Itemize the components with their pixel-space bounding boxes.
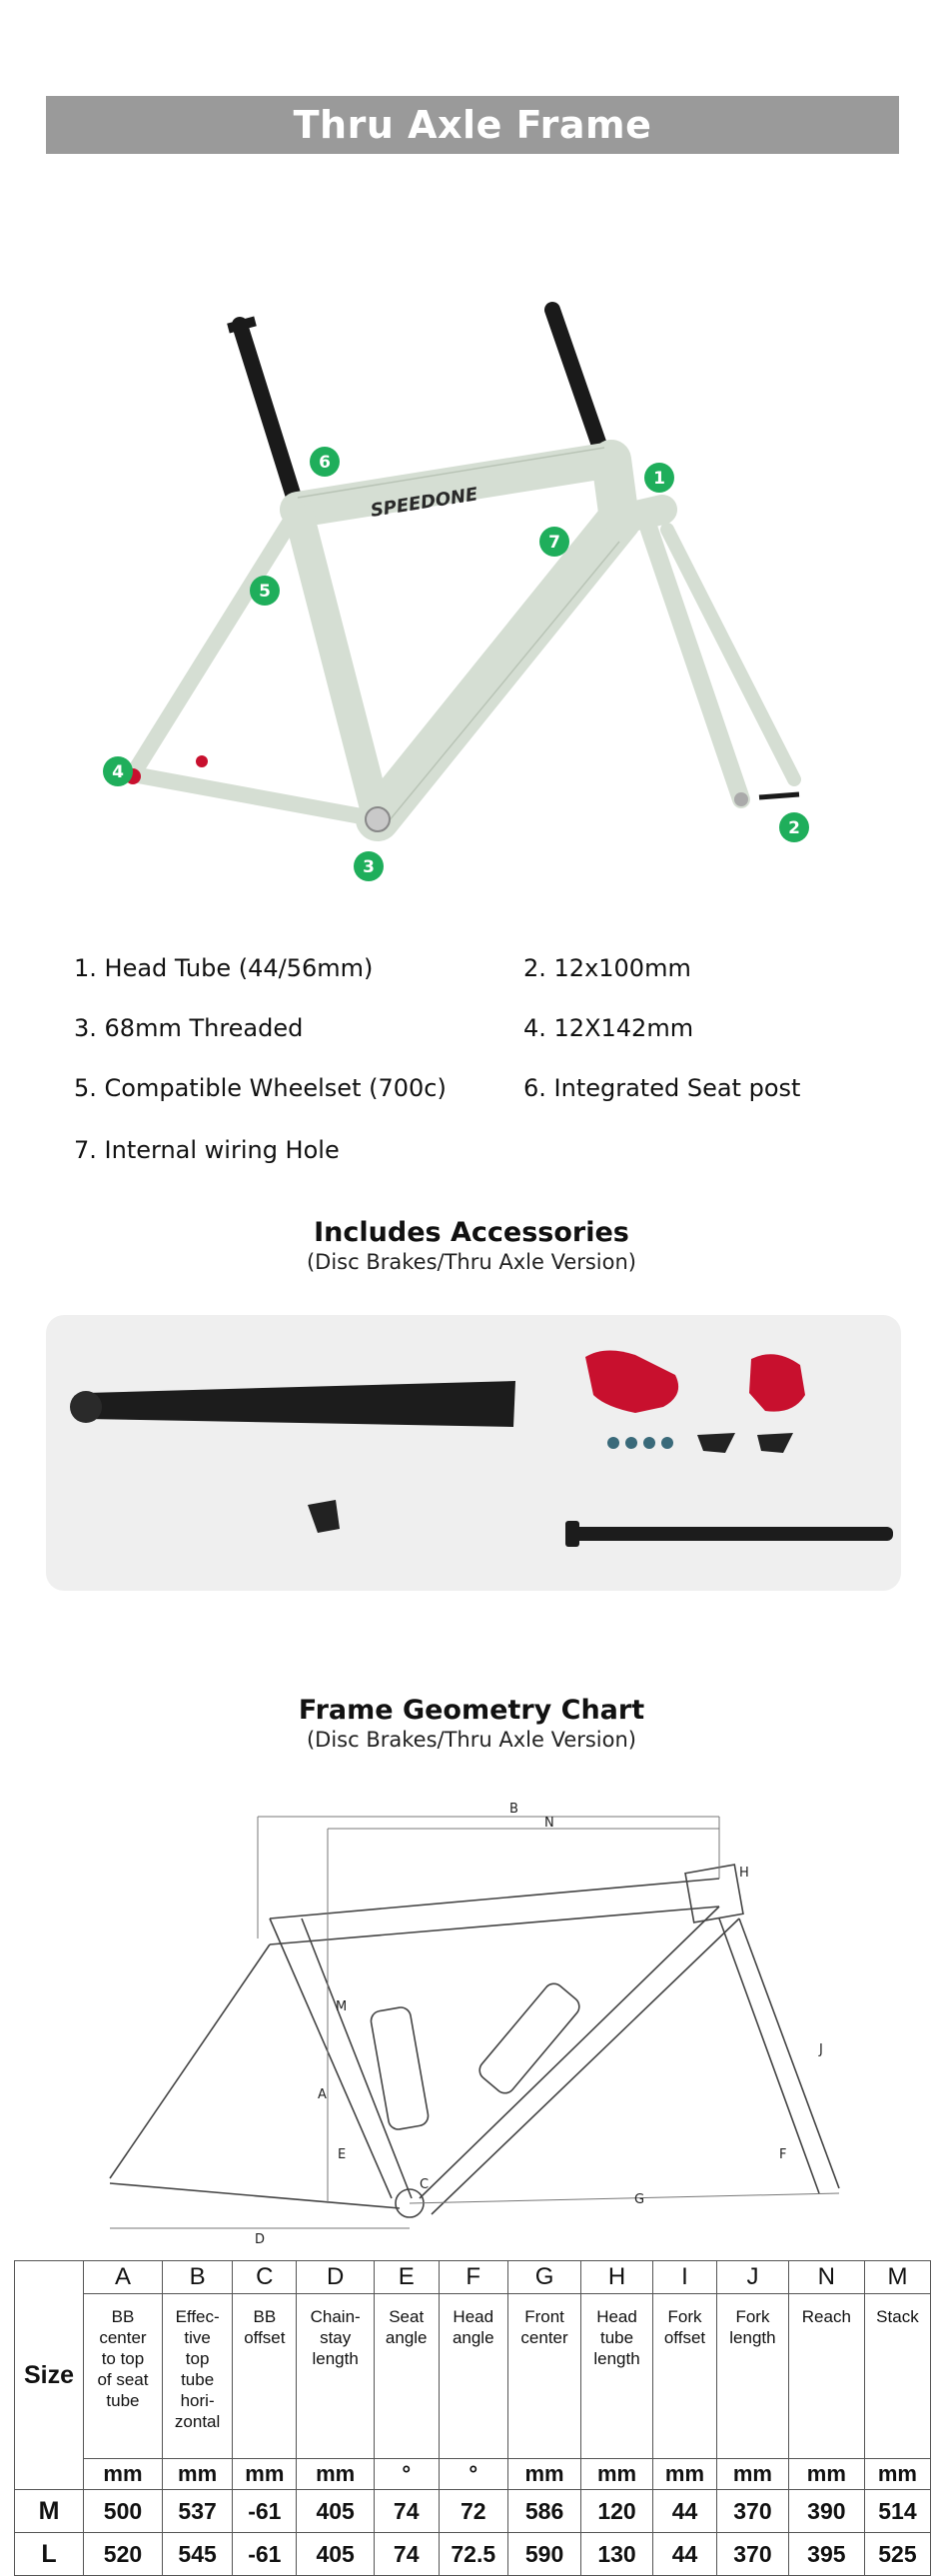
accessories-subtitle: (Disc Brakes/Thru Axle Version)	[306, 1250, 636, 1274]
size-cell: M	[15, 2490, 84, 2533]
geometry-subtitle: (Disc Brakes/Thru Axle Version)	[306, 1728, 636, 1752]
col-unit: mm	[652, 2459, 716, 2490]
feature-item: 3. 68mm Threaded	[74, 1014, 304, 1042]
page-title: Thru Axle Frame	[293, 103, 652, 147]
col-letter: C	[233, 2261, 297, 2294]
table-row-size-m	[15, 2490, 931, 2533]
value-cell: 74	[374, 2533, 439, 2576]
geo-label-A: A	[318, 2087, 327, 2102]
table-header-row	[15, 2261, 931, 2294]
col-unit: mm	[717, 2459, 789, 2490]
col-unit: mm	[84, 2459, 163, 2490]
value-cell: -61	[233, 2533, 297, 2576]
col-letter: A	[84, 2261, 163, 2294]
geometry-drawing	[80, 1799, 869, 2258]
geo-label-B: B	[509, 1802, 518, 1817]
feature-item: 6. Integrated Seat post	[523, 1074, 801, 1102]
value-cell: 590	[507, 2533, 580, 2576]
geo-label-C: C	[420, 2177, 430, 2192]
value-cell: 537	[162, 2490, 232, 2533]
value-cell: 130	[581, 2533, 653, 2576]
col-letter: J	[717, 2261, 789, 2294]
col-description: Stack	[864, 2294, 930, 2459]
col-unit: mm	[864, 2459, 930, 2490]
value-cell: 405	[297, 2490, 375, 2533]
accessories-title: Includes Accessories	[314, 1217, 629, 1248]
value-cell: 44	[652, 2490, 716, 2533]
col-description: Head angle	[439, 2294, 507, 2459]
feature-item: 1. Head Tube (44/56mm)	[74, 954, 374, 982]
table-description-row	[15, 2294, 931, 2459]
value-cell: 72.5	[439, 2533, 507, 2576]
col-unit: mm	[233, 2459, 297, 2490]
col-letter: N	[788, 2261, 864, 2294]
value-cell: 395	[788, 2533, 864, 2576]
table-units-row	[15, 2459, 931, 2490]
geo-label-H: H	[739, 1866, 749, 1881]
frame-drawing	[0, 280, 943, 899]
table-row-size-l	[15, 2533, 931, 2576]
col-description: Effec- tive top tube hori- zontal	[162, 2294, 232, 2459]
geo-label-E: E	[338, 2147, 347, 2162]
col-description: Fork length	[717, 2294, 789, 2459]
value-cell: 74	[374, 2490, 439, 2533]
value-cell: -61	[233, 2490, 297, 2533]
col-letter: E	[374, 2261, 439, 2294]
size-header: Size	[15, 2261, 84, 2490]
callout-2	[779, 812, 809, 842]
value-cell: 120	[581, 2490, 653, 2533]
svg-text:6: 6	[319, 453, 331, 473]
feature-item: 4. 12X142mm	[523, 1014, 694, 1042]
svg-text:3: 3	[363, 857, 375, 877]
col-unit: mm	[507, 2459, 580, 2490]
value-cell: 525	[864, 2533, 930, 2576]
value-cell: 405	[297, 2533, 375, 2576]
col-description: BB offset	[233, 2294, 297, 2459]
geometry-title: Frame Geometry Chart	[298, 1695, 645, 1726]
col-description: Reach	[788, 2294, 864, 2459]
geo-label-N: N	[544, 1816, 554, 1831]
geo-label-J: J	[819, 2042, 823, 2057]
callout-6	[310, 447, 340, 477]
frame-brand: SPEEDONE	[369, 484, 479, 522]
svg-text:7: 7	[548, 533, 560, 553]
col-letter: M	[864, 2261, 930, 2294]
col-description: Fork offset	[652, 2294, 716, 2459]
geo-label-M: M	[336, 1999, 348, 2014]
accessories-panel	[46, 1315, 901, 1591]
col-unit: °	[439, 2459, 507, 2490]
accessories-heading	[0, 1217, 943, 1274]
col-description: Front center	[507, 2294, 580, 2459]
col-unit: mm	[788, 2459, 864, 2490]
svg-text:2: 2	[788, 818, 800, 838]
feature-item: 5. Compatible Wheelset (700c)	[74, 1074, 447, 1102]
col-unit: °	[374, 2459, 439, 2490]
value-cell: 520	[84, 2533, 163, 2576]
geo-label-G: G	[634, 2192, 645, 2207]
svg-text:4: 4	[112, 762, 124, 782]
svg-text:5: 5	[259, 582, 271, 602]
frame-illustration	[0, 280, 943, 899]
callout-5	[250, 576, 280, 606]
geometry-table	[14, 2260, 931, 2576]
callout-4	[103, 756, 133, 786]
accessories-illustration	[46, 1315, 901, 1591]
col-description: Head tube length	[581, 2294, 653, 2459]
col-unit: mm	[162, 2459, 232, 2490]
col-letter: I	[652, 2261, 716, 2294]
geo-label-F: F	[779, 2147, 787, 2162]
callout-3	[354, 851, 384, 881]
col-description: Chain- stay length	[297, 2294, 375, 2459]
col-letter: B	[162, 2261, 232, 2294]
value-cell: 370	[717, 2490, 789, 2533]
value-cell: 500	[84, 2490, 163, 2533]
value-cell: 390	[788, 2490, 864, 2533]
value-cell: 72	[439, 2490, 507, 2533]
svg-text:1: 1	[653, 469, 665, 489]
col-letter: F	[439, 2261, 507, 2294]
col-letter: D	[297, 2261, 375, 2294]
col-letter: H	[581, 2261, 653, 2294]
geometry-heading	[0, 1695, 943, 1752]
size-cell: L	[15, 2533, 84, 2576]
col-unit: mm	[581, 2459, 653, 2490]
geometry-diagram	[80, 1799, 869, 2258]
value-cell: 370	[717, 2533, 789, 2576]
feature-item: 2. 12x100mm	[523, 954, 691, 982]
value-cell: 514	[864, 2490, 930, 2533]
col-unit: mm	[297, 2459, 375, 2490]
geo-label-D: D	[255, 2232, 266, 2247]
callout-7	[539, 527, 569, 557]
callout-1	[644, 463, 674, 493]
feature-item: 7. Internal wiring Hole	[74, 1136, 340, 1164]
value-cell: 586	[507, 2490, 580, 2533]
value-cell: 44	[652, 2533, 716, 2576]
value-cell: 545	[162, 2533, 232, 2576]
col-description: BB center to top of seat tube	[84, 2294, 163, 2459]
col-letter: G	[507, 2261, 580, 2294]
col-description: Seat angle	[374, 2294, 439, 2459]
title-banner	[46, 96, 899, 154]
